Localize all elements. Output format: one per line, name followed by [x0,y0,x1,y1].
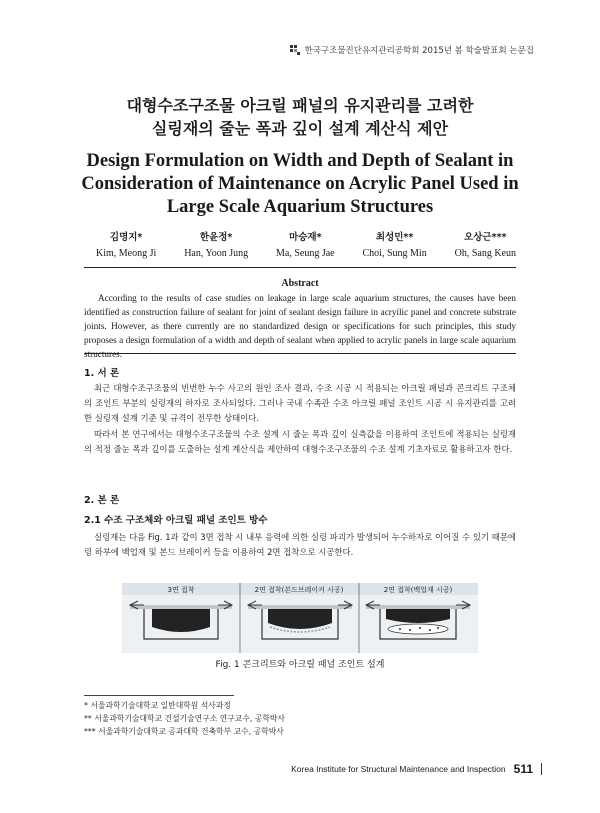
english-title-line: Large Scale Aquarium Structures [166,197,434,217]
journal-header-text: 한국구조물진단유지관리공학회 2015년 봄 학술발표회 논문집 [304,46,534,56]
author-name-ko: 오상근*** [464,232,507,243]
english-title-line: Consideration of Maintenance on Acrylic Panel Used in [81,174,519,194]
author-list [96,230,516,262]
author-name-ko: 한윤정* [199,232,233,243]
footer-institute: Korea Institute for Structural Maintenance and Inspection [291,764,506,774]
korean-title-line: 대형수조구조물 아크릴 패널의 유지관리를 고려한 [126,96,474,115]
footer-bar [541,763,542,775]
subsection-heading: 2.1 수조 구조체와 아크릴 패널 조인트 방수 [84,515,268,526]
footnote-divider [84,695,234,696]
body-paragraph: 실링재는 다음 Fig. 1과 같이 3면 접착 시 내부 응력에 의한 실링 파괴가 발생되어 누수하자로 이어질 수 있기 때문에 링 하부에 백업재 및 본드 브레이커 등을 이용하여 2면 접착으로 시공한다. [84,532,516,558]
acrylic-panel [248,605,352,609]
author-name-en: Kim, Meong Ji [96,248,157,259]
english-title [0,150,600,219]
backup-dot [419,627,421,629]
author [276,230,335,262]
author-name-en: Oh, Sang Keun [454,248,516,259]
korean-title [0,94,600,140]
korean-title-line: 실링재의 줄눈 폭과 깊이 설계 계산식 제안 [151,119,449,138]
backup-dot [399,628,401,630]
footnote: *** 서울과학기술대학교 공과대학 건축학부 교수, 공학박사 [84,727,284,736]
panel-label: 2면 접착(백업재 시공) [383,586,453,594]
backup-dot [409,629,411,631]
section-heading: 2. 본 론 [84,495,120,506]
author [363,230,427,262]
acrylic-panel [366,605,470,609]
divider [84,267,516,268]
author [184,230,248,262]
divider [84,353,516,354]
footnote: * 서울과학기술대학교 일반대학원 석사과정 [84,701,231,710]
author-name-en: Han, Yoon Jung [184,248,249,259]
acrylic-panel [130,605,232,609]
page-footer [291,762,542,776]
author [455,230,516,262]
author-name-ko: 김명지* [109,232,143,243]
page-number: 511 [513,762,533,776]
author-name-ko: 마승재* [289,232,322,243]
abstract-heading: Abstract [281,278,319,289]
sealant [386,609,450,623]
panel-label: 2면 접착(본드브레이커 시공) [254,586,344,594]
joint-figure [122,583,478,653]
sealant [268,609,332,629]
backup-dot [429,629,431,631]
section-heading: 1. 서 론 [84,368,120,379]
backup-dot [437,627,439,629]
society-logo-icon [290,45,300,55]
body-paragraph: 최근 대형수조구조물의 빈번한 누수 사고의 원인 조사 결과, 수조 시공 시 적용되는 아크릴 패널과 콘크리트 구조체의 조인트 부분의 실링재의 하자로 조사되었다. 그러나 국내 수족관 수조 아크릴 패널 조인트 시공 시 유지관리를 고려한 실링재 설계 기준 및 규격이 전무한 상태이다. [84,383,516,424]
footnote: ** 서울과학기술대학교 건설기술연구소 연구교수, 공학박사 [84,714,285,723]
panel-label: 3면 접착 [167,586,195,594]
english-title-line: Design Formulation on Width and Depth of Sealant in [86,151,514,171]
author-name-ko: 최성민** [375,232,414,243]
figure-caption: Fig. 1 콘크리트와 아크릴 패널 조인트 설계 [215,660,385,670]
author [96,230,156,262]
author-name-en: Ma, Seung Jae [276,248,335,259]
journal-header [290,44,534,56]
backup-rod [388,624,448,634]
sealant [152,609,210,632]
author-name-en: Choi, Sung Min [362,248,427,259]
abstract-text: According to the results of case studies on leakage in large scale aquarium structures, the causes have been identified as construction failure of sealant for joint of sealant design failure in acryilic panel and concrete substrate joints. However, as there currently are no standardized design or specifications for such principles, this study proposes a design formulation of a width and depth of sealant when applied to acrylic panels in large scale aquarium structures. [84,293,516,359]
body-paragraph: 따라서 본 연구에서는 대형수조구조물의 수조 설계 시 줄눈 폭과 깊이 실측값을 이용하여 조인트에 적용되는 실링재의 적정 줄눈 폭과 깊이를 도출하는 설계 계산식을 제안하여 대형수조구조물의 수조 설계 기초자료로 활용하고자 한다. [84,429,516,455]
